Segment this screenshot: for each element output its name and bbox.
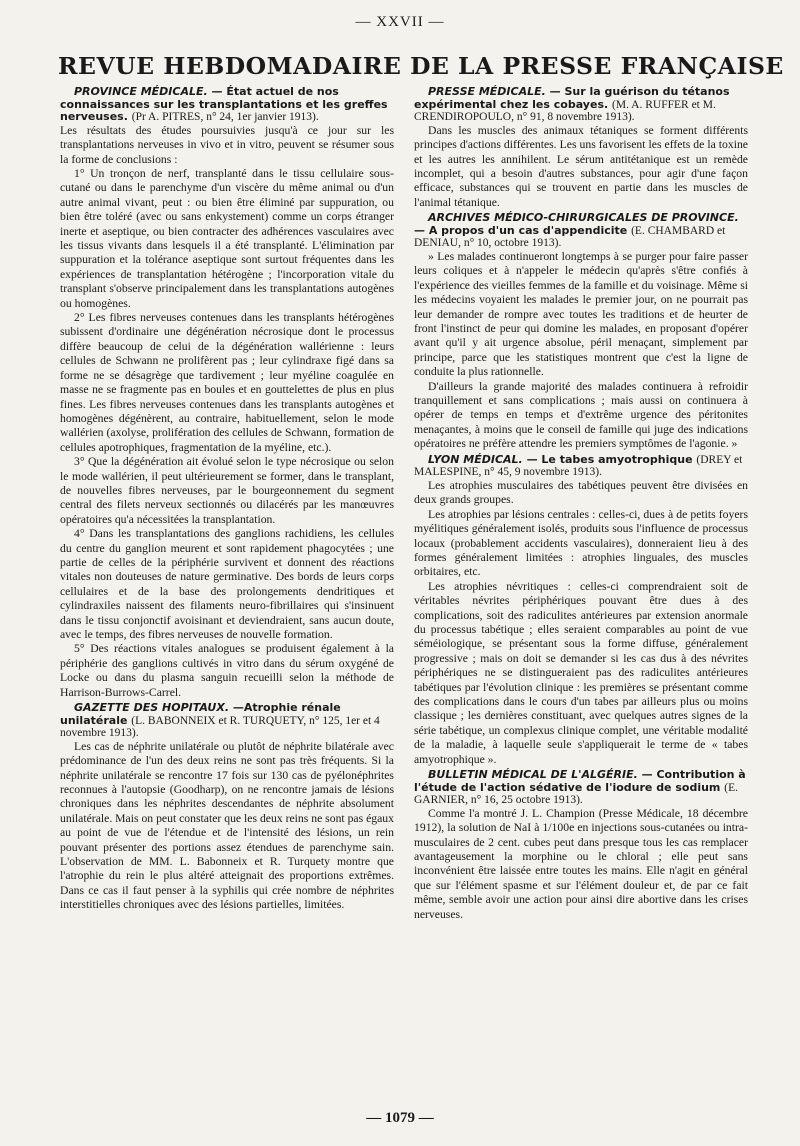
paragraph: 4° Dans les transplantations des ganglions rachidiens, les cellules du centre du ganglion meurent et sont rapidement phagocytées ; une partie de celles de la périphérie survivent et donnent des réactions vitales non douteuses de nature germinative. Des bords de leurs corps cellulaires et de la base des prolongements dendritiques et cylindraxiles naissent des filaments neuro-fibrillaires qui s'insinuent dans le tissu conjonctif avoisinant et deviendraient, sans aucun doute, avec le temps, des fibres nerveuses de nouvelle formation. <box>60 527 394 641</box>
article-reference: (M. A. RUFFER et M. CRENDIROPOULO, n° 91, 8 novembre 1913). <box>414 98 716 124</box>
article-heading <box>60 702 394 740</box>
article-heading <box>414 454 748 479</box>
article-province-medicale <box>60 86 394 700</box>
paragraph: Comme l'a montré J. L. Champion (Presse Médicale, 18 décembre 1912), la solution de NaI à 1/100e en injections sous-cutanées ou intra-musculaires de 2 cent. cubes peut dans presque tous les cas remplacer avantageusement la morphine ou le chloral ; elle peut sans inconvénient être laissée entre toutes les mains. Elle n'agit en général que sur l'élément spasme et sur l'élément douleur et, de par ce fait même, semble avoir une action pour ainsi dire abortive dans les crises nerveuses. <box>414 806 748 921</box>
journal-name: PROVINCE MÉDICALE. <box>74 85 208 98</box>
article-title: — État actuel de nos connaissances sur les transplantations et les greffes nerveuses. <box>60 85 388 124</box>
roman-page-number: — XXVII — <box>355 14 445 30</box>
paragraph: Les atrophies névritiques : celles-ci comprendraient soit de véritables névrites périphériques pouvant être dues à des complications, soit des radiculites antérieures par extension anormale du processus tabétique ; elles seraient comparables au point de vue séméiologique, se présentant sous la forme diffuse, généralement progressive ; mais on doit se demander si les cas dus à des névrites périphériques ne se distingueraient pas des radiculites antérieures tabétiques par l'évolution clinique : les premières se présentant comme des complications dans le cours d'un tabes par ailleurs plus ou moins classique ; les dernières constituant, avec quelques autres signes de la série tabétique, un complexus clinique complet, une véritable modalité de la maladie, à laquelle seule s'appliquerait le terme de « tabes amyotrophique ». <box>414 579 748 766</box>
paragraph: » Les malades continueront longtemps à se purger pour faire passer leurs coliques et à n'appeler le médecin qu'après s'être confiés à l'expérience des vieilles femmes de la famille et du voisinage. Même si les médecins voyaient les malades le premier jour, on ne pourrait pas leur demander de rompre avec toutes les traditions et de heurter de front l'instinct de peur qui domine les malades, en proposant d'opérer avant qu'il y ait urgence absolue, péril menaçant, simplement par principe, parce que les statistiques montrent que c'est la ligne de conduite la plus rationnelle. <box>414 250 748 379</box>
article-reference: (L. BABONNEIX et R. TURQUETY, n° 125, 1er et 4 novembre 1913). <box>60 714 380 740</box>
paragraph: 2° Les fibres nerveuses contenues dans les transplants hétérogènes subissent d'ordinaire une dégénération nécrosique dont le processus diffère beaucoup de celui de la dégénération wallérienne : leurs cellules de Schwann ne prolifèrent pas ; leur cylindraxe figé dans sa forme ne se désagrège que tardivement ; leur myéline coagulée en masse ne se fragmente pas en boules et en gouttelettes de plus en plus fines. Les fibres nerveuses contenues dans les transplants autogènes et homogènes dégénèrent, au contraire, habituellement, selon le mode wallérien (axolyse, prolifération des cellules de Schwann, formation de cellules apotrophiques, fragmentation de la myéline, etc.). <box>60 311 394 454</box>
article-gazette-hopitaux <box>60 702 394 913</box>
article-title: —Atrophie rénale unilatérale <box>60 701 341 727</box>
paragraph: 3° Que la dégénération ait évolué selon le type nécrosique ou selon le mode wallérien, il peut ultérieurement se former, dans le transplant, de nouvelles fibres nerveuses, par le bourgeonnement du segment central des filets nerveux sectionnés ou dilacérés par les manœuvres opératoires qu'a nécessitées la transplantation. <box>60 455 394 526</box>
article-presse-medicale <box>414 86 748 210</box>
article-heading <box>60 86 394 124</box>
article-heading <box>414 769 748 807</box>
page-number: — 1079 — <box>366 1110 434 1126</box>
journal-name: GAZETTE DES HOPITAUX. <box>74 701 230 715</box>
article-reference: (E. CHAMBARD et DENIAU, n° 10, octobre 1913). <box>414 224 726 250</box>
article-title: — A propos d'un cas d'appendicite <box>414 223 628 237</box>
journal-name: LYON MÉDICAL. <box>428 452 523 466</box>
paragraph: D'ailleurs la grande majorité des malades continuera à refroidir tranquillement et sans complications ; mais aussi on continuera à opérer de temps en temps et d'extrême urgence des péritonites menaçantes, à moins que le conseil de famille qui juge des indications opératoires ne préfère attendre les premiers symptômes de l'agonie. » <box>414 379 748 451</box>
article-reference: (Pr A. PITRES, n° 24, 1er janvier 1913). <box>131 111 319 124</box>
article-archives-medico-chirurgicales <box>414 212 748 451</box>
journal-name: ARCHIVES MÉDICO-CHIRURGICALES DE PROVINCE. <box>428 211 739 225</box>
article-heading <box>414 86 748 124</box>
paragraph: Les atrophies musculaires des tabétiques peuvent être divisées en deux grands groupes. <box>414 478 748 507</box>
journal-name: PRESSE MÉDICALE. <box>428 85 546 98</box>
article-heading <box>414 212 748 250</box>
article-title: — Le tabes amyotrophique <box>526 452 693 466</box>
article-reference: (DREY et MALESPINE, n° 45, 9 novembre 1913). <box>414 453 743 479</box>
right-column <box>414 86 748 922</box>
article-title: — Sur la guérison du tétanos expérimental chez les cobayes. <box>414 85 730 111</box>
article-reference: (E. GARNIER, n° 16, 25 octobre 1913). <box>414 781 738 807</box>
article-lyon-medical <box>414 454 748 767</box>
paragraph: Les atrophies par lésions centrales : celles-ci, dues à de petits foyers myélitiques généralement isolés, produits sous l'influence de processus locaux (probablement accidents vasculaires), donneraient lieu à des formes généralement limitées : atrophies linguales, des muscles orbitaires, etc. <box>414 507 748 579</box>
paragraph: Les cas de néphrite unilatérale ou plutôt de néphrite bilatérale avec prédominance de l'un des deux reins ne sont pas très fréquents. Si la néphrite unilatérale se rencontre 17 fois sur 130 cas de pyélonéphrites reconnues à l'autopsie (Goodharp), on ne rencontre jamais de lésions chroniques dans les néphrites descendantes de néphrite absolument unilatérale. Mais on peut constater que les deux reins ne sont pas égaux au point de vue de l'étendue et de l'intensité des lésions, un rein pouvant présenter des portions assez étendues de parenchyme sain. L'observation de MM. L. Babonneix et R. Turquety montre que l'atrophie du rein le plus altéré atteignait des proportions extrêmes. Dans ce cas il faut penser à la syphilis qui crée nombre de néphrites interstitielles chroniques avec des lésions partielles, limitées. <box>60 739 394 912</box>
journal-name: BULLETIN MÉDICAL DE L'ALGÉRIE. <box>428 768 638 781</box>
left-column <box>60 86 394 913</box>
paragraph: 1° Un tronçon de nerf, transplanté dans le tissu cellulaire sous-cutané ou dans le parenchyme d'un viscère du même animal ou d'un autre animal vivant, peut : ou bien être éliminé par suppuration, ou bien être toléré (avec ou sans enkystement) comme un corps étranger inerte et aseptique, ou bien contracter des adhérences vasculaires avec les tissus vivants dans lesquels il a été transplanté. L'élimination par suppuration et la tolérance aseptique sont surtout fréquentes dans les expériences de transplantation hétérogène ; l'incorporation vitale du transplant s'observe principalement dans les transplantations autogènes ou homogènes. <box>60 167 394 310</box>
article-title: — Contribution à l'étude de l'action sédative de l'iodure de sodium <box>414 768 746 794</box>
paragraph: 5° Des réactions vitales analogues se produisent également à la périphérie des ganglions cultivés in vitro dans du sérum oxygéné de Locke ou dans du plasma sanguin recueilli selon la méthode de Harrison-Burrows-Carrel. <box>60 642 394 699</box>
masthead-title: REVUE HEBDOMADAIRE DE LA PRESSE FRANÇAISE <box>58 52 784 80</box>
article-bulletin-algerie <box>414 769 748 922</box>
paragraph: Les résultats des études poursuivies jusqu'à ce jour sur les transplantations nerveuses in vivo et in vitro, peuvent se résumer sous la forme de conclusions : <box>60 123 394 166</box>
paragraph: Dans les muscles des animaux tétaniques se forment différents principes d'actions différentes. Les uns favorisent les effets de la toxine et les autres les annihilent. Le sérum antitétanique est un remède incomplet, qui a besoin d'autres substances, pour agir d'une façon efficace, substances qui se trouvent en partie dans les muscles de l'animal tétanique. <box>414 123 748 209</box>
